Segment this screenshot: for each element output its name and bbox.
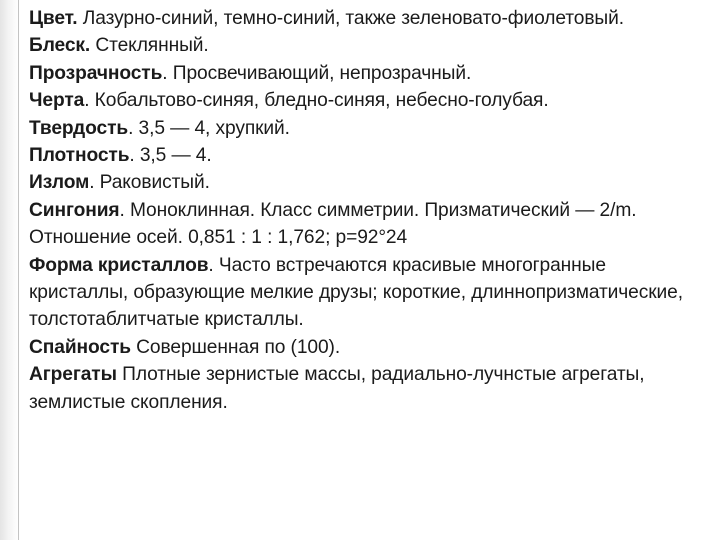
property-value: . Раковистый. [89,172,210,194]
mineral-properties-text [29,5,689,416]
property-value: Лазурно-синий, темно-синий, также зеленовато-фиолетовый. [77,8,624,29]
property-crystal-form [29,252,689,334]
property-value: . 3,5 — 4, хрупкий. [128,117,290,139]
property-label: Прозрачность [29,62,163,84]
property-value: Плотные зернистые массы, радиально-лучнстые агрегаты, землистые скопления. [29,364,645,413]
property-value: Стеклянный. [90,35,209,57]
property-value: Совершенная по (100). [130,336,341,358]
property-luster [29,32,689,59]
property-label: Излом [29,172,90,194]
property-fracture [29,169,689,196]
property-label: Черта [29,90,85,112]
property-transparency [29,60,689,87]
property-label: Плотность [29,145,130,167]
property-label: Цвет. [29,8,78,29]
property-label: Агрегаты [29,364,117,386]
property-aggregates [29,361,689,416]
property-value: . Часто встречаются красивые многогранные кристаллы, образующие мелкие друзы; короткие, длиннопризматические, толстотаблитчатые кристаллы. [29,254,683,331]
property-color [29,5,689,32]
property-value: . Кобальтово-синяя, бледно-синяя, небесно-голубая. [84,90,549,112]
property-label: Твердость [29,117,129,139]
property-hardness [29,115,689,142]
left-edge-shadow [0,0,18,540]
property-density [29,142,689,169]
property-crystal-system [29,197,689,252]
property-label: Сингония [29,199,120,221]
property-value: . Просвечивающий, непрозрачный. [162,62,472,84]
property-label: Спайность [29,336,131,358]
property-cleavage [29,334,689,361]
property-label: Блеск. [29,35,91,57]
left-vertical-rule [18,0,19,540]
property-value: . 3,5 — 4. [129,145,212,167]
property-value: . Моноклинная. Класс симметрии. Призматический — 2/m. Отношение осей. 0,851 : 1 : 1,762; p=92°24 [29,199,637,249]
property-streak [29,87,689,114]
property-label: Форма кристаллов [29,254,209,276]
